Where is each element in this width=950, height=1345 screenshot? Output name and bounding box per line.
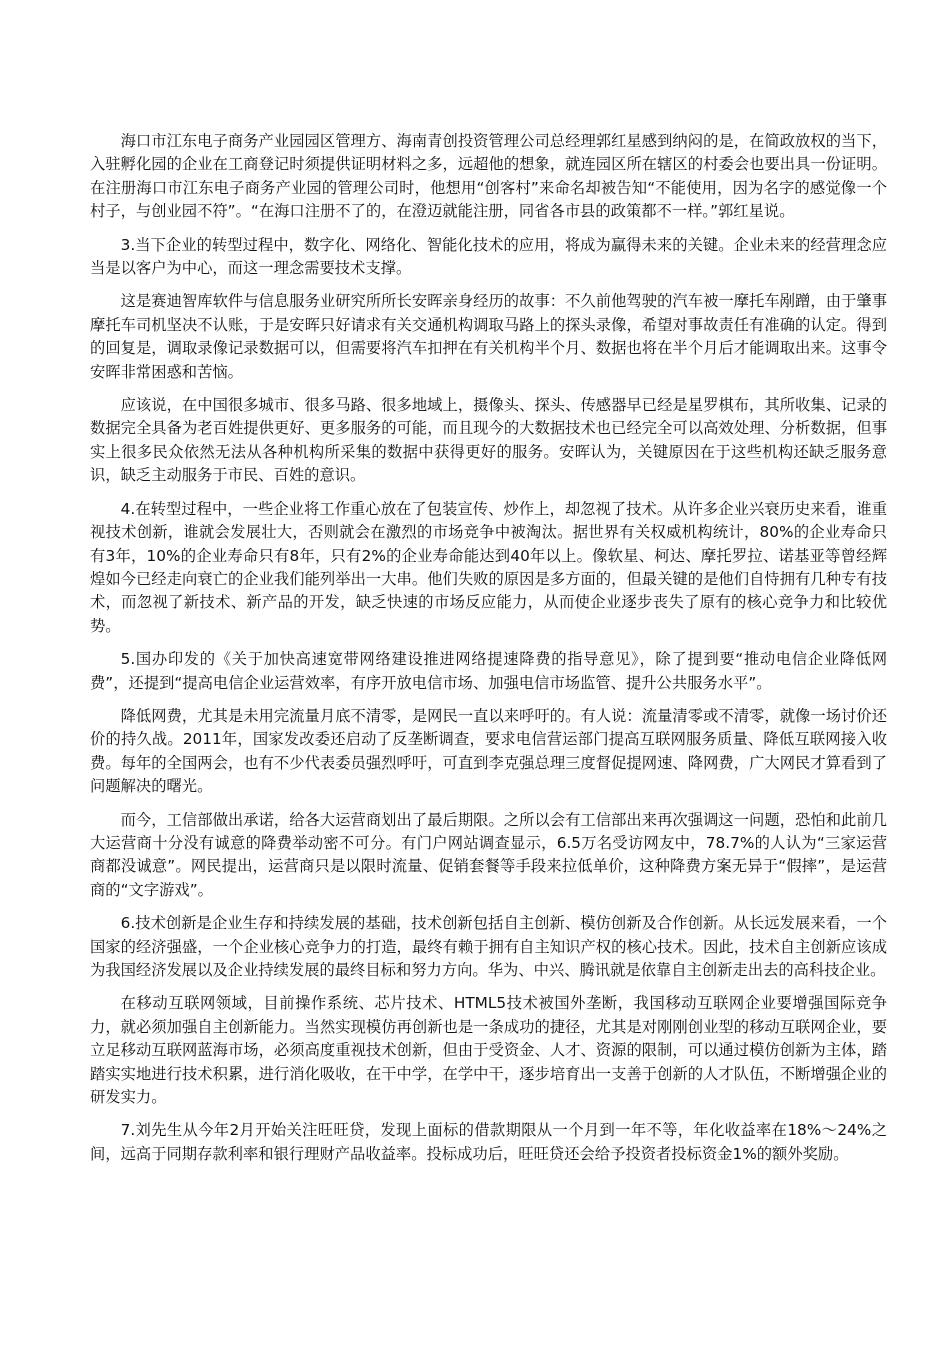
document-body: [90, 130, 887, 1176]
paragraph: 7.刘先生从今年2月开始关注旺旺贷，发现上面标的借款期限从一个月到一年不等，年化收益率在18%～24%之间，远高于同期存款利率和银行理财产品收益率。投标成功后，旺旺贷还会给予投资者投标资金1%的额外奖励。: [90, 1121, 887, 1163]
paragraph: 应该说，在中国很多城市、很多马路、很多地域上，摄像头、探头、传感器早已经是星罗棋布，其所收集、记录的数据完全具备为老百姓提供更好、更多服务的可能，而且现今的大数据技术也已经完全可以高效处理、分析数据，但事实上很多民众依然无法从各种机构所采集的数据中获得更好的服务。安晖认为，关键原因在于这些机构还缺乏服务意识，缺乏主动服务于市民、百姓的意识。: [90, 396, 887, 485]
paragraph: 6.技术创新是企业生存和持续发展的基础，技术创新包括自主创新、模仿创新及合作创新。从长远发展来看，一个国家的经济强盛，一个企业核心竞争力的打造，最终有赖于拥有自主知识产权的核心技术。因此，技术自主创新应该成为我国经济发展以及企业持续发展的最终目标和努力方向。华为、中兴、腾讯就是依靠自主创新走出去的高科技企业。: [90, 914, 887, 979]
paragraph: 在移动互联网领域，目前操作系统、芯片技术、HTML5技术被国外垄断，我国移动互联网企业要增强国际竞争力，就必须加强自主创新能力。当然实现模仿再创新也是一条成功的捷径，尤其是对刚刚创业型的移动互联网企业，要立足移动互联网蓝海市场，必须高度重视技术创新，但由于受资金、人才、资源的限制，可以通过模仿创新为主体，踏踏实实地进行技术积累，进行消化吸收，在干中学，在学中干，逐步培育出一支善于创新的人才队伍，不断增强企业的研发实力。: [90, 994, 887, 1107]
paragraph: 降低网费，尤其是未用完流量月底不清零，是网民一直以来呼吁的。有人说：流量清零或不清零，就像一场讨价还价的持久战。2011年，国家发改委还启动了反垄断调查，要求电信营运部门提高互联网服务质量、降低互联网接入收费。每年的全国两会，也有不少代表委员强烈呼吁，可直到李克强总理三度督促提网速、降网费，广大网民才算看到了问题解决的曙光。: [90, 706, 887, 796]
paragraph: 海口市江东电子商务产业园园区管理方、海南青创投资管理公司总经理郭红星感到纳闷的是，在简政放权的当下，入驻孵化园的企业在工商登记时须提供证明材料之多，远超他的想象，就连园区所在辖区的村委会也要出具一份证明。在注册海口市江东电子商务产业园的管理公司时，他想用“创客村”来命名却被告知“不能使用，因为名字的感觉像一个村子，与创业园不符”。“在海口注册不了的，在澄迈就能注册，同省各市县的政策都不一样。”郭红星说。: [90, 132, 887, 221]
paragraph: 这是赛迪智库软件与信息服务业研究所所长安晖亲身经历的故事：不久前他驾驶的汽车被一摩托车剐蹭，由于肇事摩托车司机坚决不认账，于是安晖只好请求有关交通机构调取马路上的探头录像，希望对事故责任有准确的认定。得到的回复是，调取录像记录数据可以，但需要将汽车扣押在有关机构半个月、数据也将在半个月后才能调取出来。这事令安晖非常困惑和苦恼。: [90, 292, 887, 381]
paragraph: 3.当下企业的转型过程中，数字化、网络化、智能化技术的应用，将成为赢得未来的关键。企业未来的经营理念应当是以客户为中心，而这一理念需要技术支撑。: [90, 235, 887, 278]
paragraph: 4.在转型过程中，一些企业将工作重心放在了包装宣传、炒作上，却忽视了技术。从许多企业兴衰历史来看，谁重视技术创新，谁就会发展壮大，否则就会在激烈的市场竞争中被淘汰。据世界有关权威机构统计，80%的企业寿命只有3年，10%的企业寿命只有8年，只有2%的企业寿命能达到40年以上。像软星、柯达、摩托罗拉、诺基亚等曾经辉煌如今已经走向衰亡的企业我们能列举出一大串。他们失败的原因是多方面的，但最关键的是他们自恃拥有几种专有技术，而忽视了新技术、新产品的开发，缺乏快速的市场反应能力，从而使企业逐步丧失了原有的核心竞争力和比较优势。: [90, 499, 887, 635]
paragraph: 5.国办印发的《关于加快高速宽带网络建设推进网络提速降费的指导意见》，除了提到要“推动电信企业降低网费”，还提到“提高电信企业运营效率，有序开放电信市场、加强电信市场监管、提升公共服务水平”。: [90, 650, 887, 692]
paragraph: 而今，工信部做出承诺，给各大运营商划出了最后期限。之所以会有工信部出来再次强调这一问题，恐怕和此前几大运营商十分没有诚意的降费举动密不可分。有门户网站调查显示，6.5万名受访网友中，78.7%的人认为“三家运营商都没诚意”。网民提出，运营商只是以限时流量、促销套餐等手段来拉低单价，这种降费方案无异于“假摔”，是运营商的“文字游戏”。: [90, 810, 887, 899]
